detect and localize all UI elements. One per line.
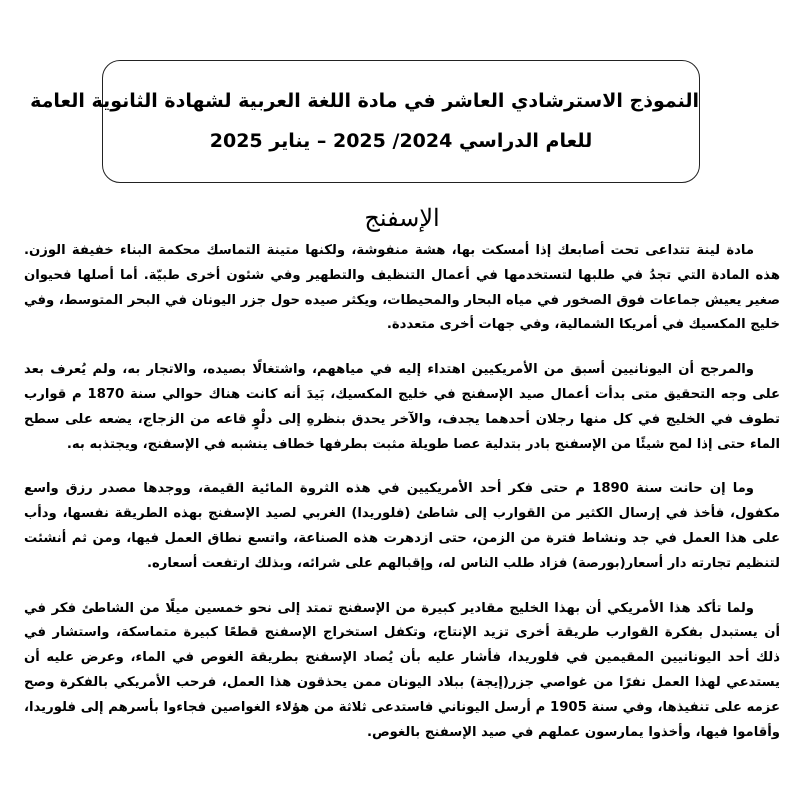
paragraph-1: مادة لينة تتداعى تحت أصابعك إذا أمسكت بها، هشة منفوشة، ولكنها متينة التماسك محكمة البناء خفيفة الوزن. هذه المادة التي تجدُ في طلبها لتستخدمها في أعمال التنظيف والتطهير وفي شئون أخرى طبيّة. أما أصلها فحيوان صغير يعيش جماعات فوق الصخور في مياه البحار والمحيطات، ويكثر صيده حول جزر اليونان في البحر المتوسط، وفي خليج المكسيك في أمريكا الشمالية، وفي جهات أخرى متعددة. bbox=[24, 243, 780, 333]
document-subtitle-year: للعام الدراسي 2024/ 2025 – يناير 2025 bbox=[209, 130, 593, 152]
paragraph-3: وما إن حانت سنة 1890 م حتى فكر أحد الأمريكيين في هذه الثروة المائية القيمة، ووجدها مصدر رزق واسع مكفول، فأخذ في إرسال الكثير من القوارب إلى شاطئ (فلوريدا) الغربي لصيد الإسفنج بهذه الطريقة نفسها، ودأب على هذا العمل في جد ونشاط فترة من الزمن، حتى ازدهرت هذه الصناعة، واتسع نطاق العمل فيها، ومن ثم أنشئت لتنظيم تجارته دار أسعار(بورصة) فزاد طلب الناس له، وإقبالهم على شرائه، وبذلك ارتفعت أسعاره. bbox=[24, 481, 780, 571]
document-title: النموذج الاسترشادي العاشر في مادة اللغة العربية لشهادة الثانوية العامة bbox=[30, 90, 699, 112]
article-body bbox=[24, 239, 780, 811]
article-heading: الإسفنج bbox=[364, 204, 440, 232]
paragraph-2: والمرجح أن اليونانيين أسبق من الأمريكيين اهتداء إليه في مياههم، واشتغالًا بصيده، والاتجار به، ولم يُعرف بعد على وجه التحقيق متى بدأت أعمال صيد الإسفنج في خليج المكسيك، بَيدَ أنه كانت هناك حوالي سنة 1870 م قوارب تطوف في الخليج في كل منها رجلان أحدهما يجدف، والآخر يحدق بنظرهِ إلى دلْوٍ قاعه من الزجاج، يضعه على سطح الماء حتى إذا لمح شيئًا من الإسفنج بادر بتدلية عصا طويلة مثبت بطرفها خطاف ينشبه في الإسفنج، ويجتذبه به. bbox=[24, 362, 780, 452]
document-title-box bbox=[30, 60, 700, 183]
paragraph-4: ولما تأكد هذا الأمريكي أن بهذا الخليج مقادير كبيرة من الإسفنج تمتد إلى نحو خمسين ميلًا من الشاطئ فكر في أن يستبدل بفكرة القوارب طريقة أخرى تزيد الإنتاج، وتكفل استخراج الإسفنج قطعًا كبيرة متماسكة، واستشار في ذلك أحد اليونانيين المقيمين في فلوريدا، فأشار عليه بأن يُصاد الإسفنج بطريقة الغوص في الماء، وعرض عليه أن يستدعي لهذا العمل نفرًا من غواصي جزر(إيجة) ببلاد اليونان ممن يحذقون هذا العمل، فرحب الأمريكي بالفكرة وصح عزمه على تنفيذها، وفي سنة 1905 م أرسل اليوناني فاستدعى ثلاثة من هؤلاء الغواصين فجاءوا بأسرهم إلى فلوريدا، وأقاموا فيها، وأخذوا يمارسون عملهم في صيد الإسفنج بالغوص. bbox=[24, 600, 780, 740]
